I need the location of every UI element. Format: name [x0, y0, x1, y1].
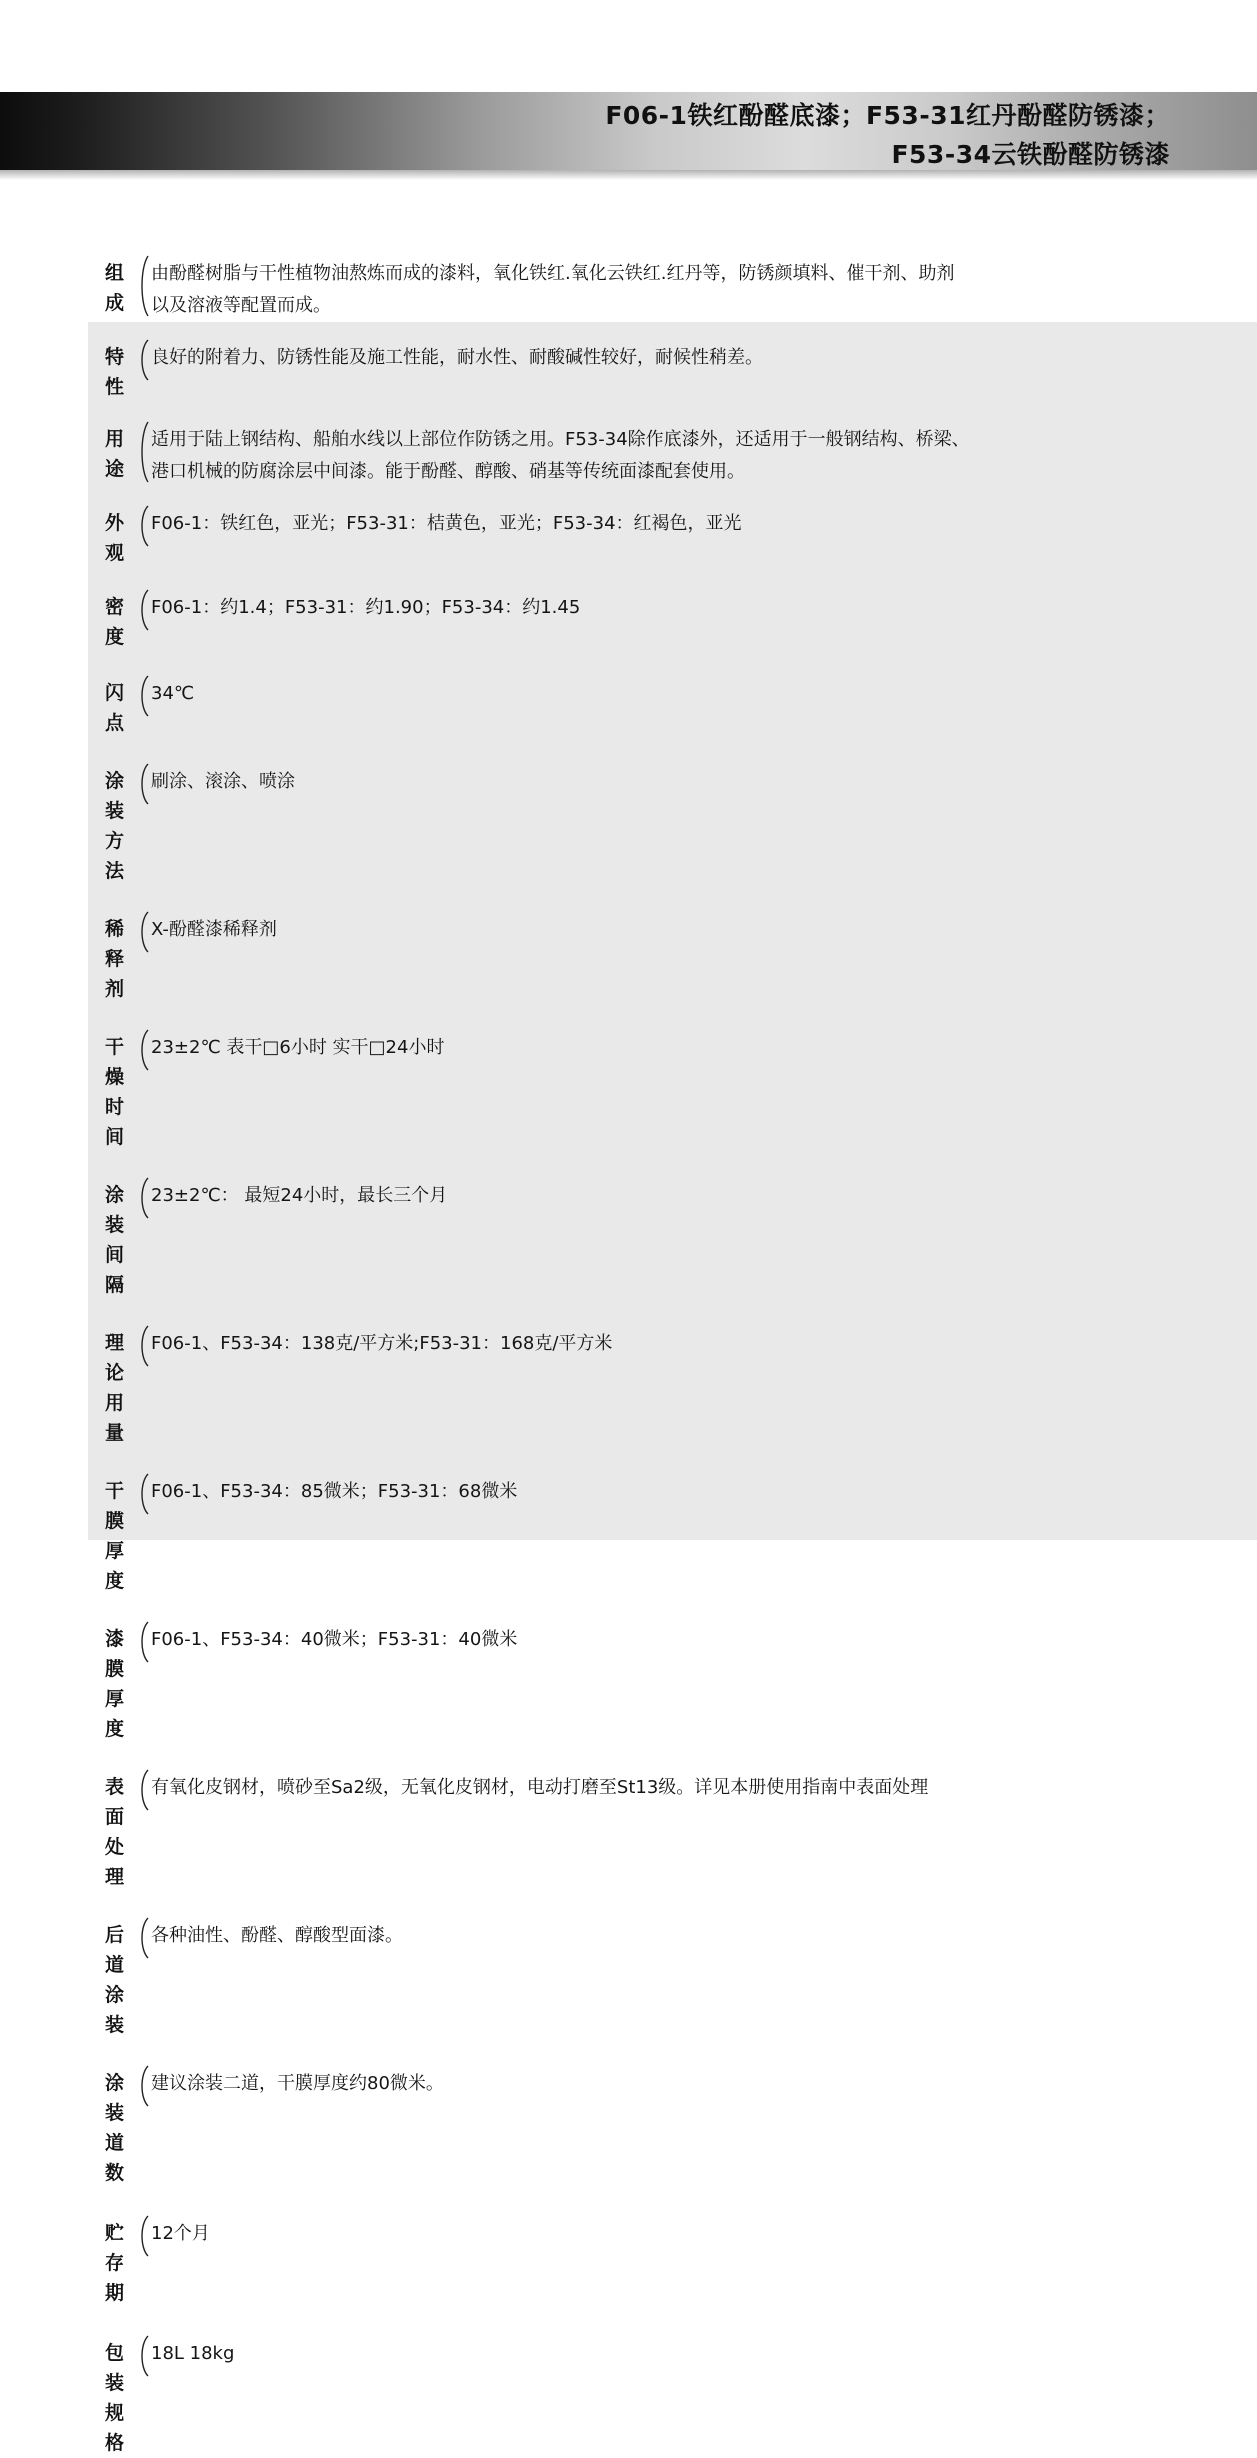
spec-row: [0, 1180, 1257, 1300]
spec-value: [151, 914, 1257, 946]
spec-value-line: 12个月: [151, 2223, 210, 2244]
spec-label: 表面处理: [105, 1776, 125, 1888]
spec-value-line: 有氧化皮钢材，喷砂至Sa2级，无氧化皮钢材，电动打磨至St13级。详见本册使用指南中表面处理: [151, 1777, 929, 1798]
spec-label: 干燥时间: [105, 1036, 125, 1148]
spec-label: 稀 释 剂: [105, 918, 125, 1000]
specification-list: [0, 258, 1257, 2458]
spec-value-line: 良好的附着力、防锈性能及施工性能，耐水性、耐酸碱性较好，耐候性稍差。: [151, 347, 763, 368]
spec-value: [151, 1476, 1257, 1508]
brace-icon: [135, 2214, 151, 2258]
spec-value-line: X-酚醛漆稀释剂: [151, 919, 277, 940]
spec-value-line: 建议涂装二道，干膜厚度约80微米。: [151, 2073, 444, 2094]
spec-value: [151, 1920, 1257, 1952]
spec-row: [0, 508, 1257, 568]
brace-icon: [135, 588, 151, 632]
brace-icon: [135, 1472, 151, 1516]
spec-value: [151, 1032, 1257, 1064]
brace-icon: [135, 1916, 151, 1960]
spec-row: [0, 258, 1257, 322]
spec-label: 贮 存 期: [105, 2222, 125, 2304]
spec-value: [151, 766, 1257, 798]
brace-icon: [135, 504, 151, 548]
spec-value-line: 适用于陆上钢结构、船舶水线以上部位作防锈之用。F53-34除作底漆外，还适用于一般钢结构、桥梁、: [151, 429, 970, 450]
spec-row: [0, 1032, 1257, 1152]
brace-icon: [135, 420, 151, 464]
spec-label: 密 度: [105, 596, 125, 648]
brace-icon: [135, 1176, 151, 1220]
brace-icon: [135, 338, 151, 382]
brace-icon: [135, 1028, 151, 1072]
spec-row: [0, 914, 1257, 1004]
spec-value-line: 刷涂、滚涂、喷涂: [151, 771, 295, 792]
spec-value: [151, 592, 1257, 624]
spec-value-line: 以及溶液等配置而成。: [151, 295, 331, 316]
spec-row: [0, 342, 1257, 402]
spec-row: [0, 592, 1257, 652]
spec-row: [0, 1476, 1257, 1596]
spec-label: 涂装道数: [105, 2072, 125, 2184]
spec-value-line: F06-1、F53-34：40微米；F53-31：40微米: [151, 1629, 518, 1650]
spec-row: [0, 2338, 1257, 2458]
spec-label: 后道涂装: [105, 1924, 125, 2036]
spec-value-line: 23±2℃ 表干□6小时 实干□24小时: [151, 1037, 445, 1058]
brace-icon: [135, 1620, 151, 1664]
brace-icon: [135, 254, 151, 298]
spec-row: [0, 766, 1257, 886]
brace-icon: [135, 762, 151, 806]
brace-icon: [135, 674, 151, 718]
spec-row: [0, 1328, 1257, 1448]
spec-value-line: 由酚醛树脂与干性植物油熬炼而成的漆料，氧化铁红.氧化云铁红.红丹等，防锈颜填料、催干剂、助剂: [151, 263, 955, 284]
spec-row: [0, 2068, 1257, 2188]
spec-value-line: 18L 18kg: [151, 2343, 235, 2364]
spec-value: [151, 342, 1257, 374]
brace-icon: [135, 1324, 151, 1368]
brace-icon: [135, 910, 151, 954]
spec-label: 用 途: [105, 428, 125, 480]
spec-value: [151, 508, 1257, 540]
spec-label: 闪 点: [105, 682, 125, 734]
spec-row: [0, 2218, 1257, 2308]
brace-icon: [135, 1768, 151, 1812]
spec-value: [151, 2338, 1257, 2370]
spec-value-line: 港口机械的防腐涂层中间漆。能于酚醛、醇酸、硝基等传统面漆配套使用。: [151, 461, 745, 482]
spec-value-line: 各种油性、酚醛、醇酸型面漆。: [151, 1925, 403, 1946]
spec-value: [151, 1624, 1257, 1656]
brace-icon: [135, 2334, 151, 2378]
spec-value-line: F06-1：铁红色，亚光；F53-31：桔黄色，亚光；F53-34：红褐色，亚光: [151, 513, 742, 534]
spec-row: [0, 1772, 1257, 1892]
spec-label: 组 成: [105, 262, 125, 314]
spec-value: [151, 424, 1257, 488]
brace-icon: [135, 2064, 151, 2108]
spec-row: [0, 1920, 1257, 2040]
page-title: [0, 96, 1170, 174]
spec-value: [151, 258, 1257, 322]
spec-label: 外 观: [105, 512, 125, 564]
spec-label: 涂装间隔: [105, 1184, 125, 1296]
spec-value-line: F06-1、F53-34：85微米；F53-31：68微米: [151, 1481, 518, 1502]
spec-value: [151, 1328, 1257, 1360]
spec-value-line: F06-1、F53-34：138克/平方米;F53-31：168克/平方米: [151, 1333, 613, 1354]
page-title-line-2: F53-34云铁酚醛防锈漆: [891, 140, 1170, 169]
spec-value-line: 23±2℃： 最短24小时，最长三个月: [151, 1185, 448, 1206]
spec-value: [151, 1772, 1257, 1804]
spec-value: [151, 2068, 1257, 2100]
spec-value-line: F06-1：约1.4；F53-31：约1.90；F53-34：约1.45: [151, 597, 581, 618]
spec-value-line: 34℃: [151, 683, 195, 704]
page-title-line-1: F06-1铁红酚醛底漆；F53-31红丹酚醛防锈漆；: [605, 101, 1170, 130]
spec-label: 特 性: [105, 346, 125, 398]
spec-label: 漆膜厚度: [105, 1628, 125, 1740]
spec-value: [151, 678, 1257, 710]
spec-value: [151, 2218, 1257, 2250]
spec-row: [0, 678, 1257, 738]
spec-label: 干膜厚度: [105, 1480, 125, 1592]
spec-row: [0, 424, 1257, 488]
spec-label: 包装规格: [105, 2342, 125, 2454]
spec-label: 涂装方法: [105, 770, 125, 882]
spec-value: [151, 1180, 1257, 1212]
spec-row: [0, 1624, 1257, 1744]
spec-label: 理论用量: [105, 1332, 125, 1444]
